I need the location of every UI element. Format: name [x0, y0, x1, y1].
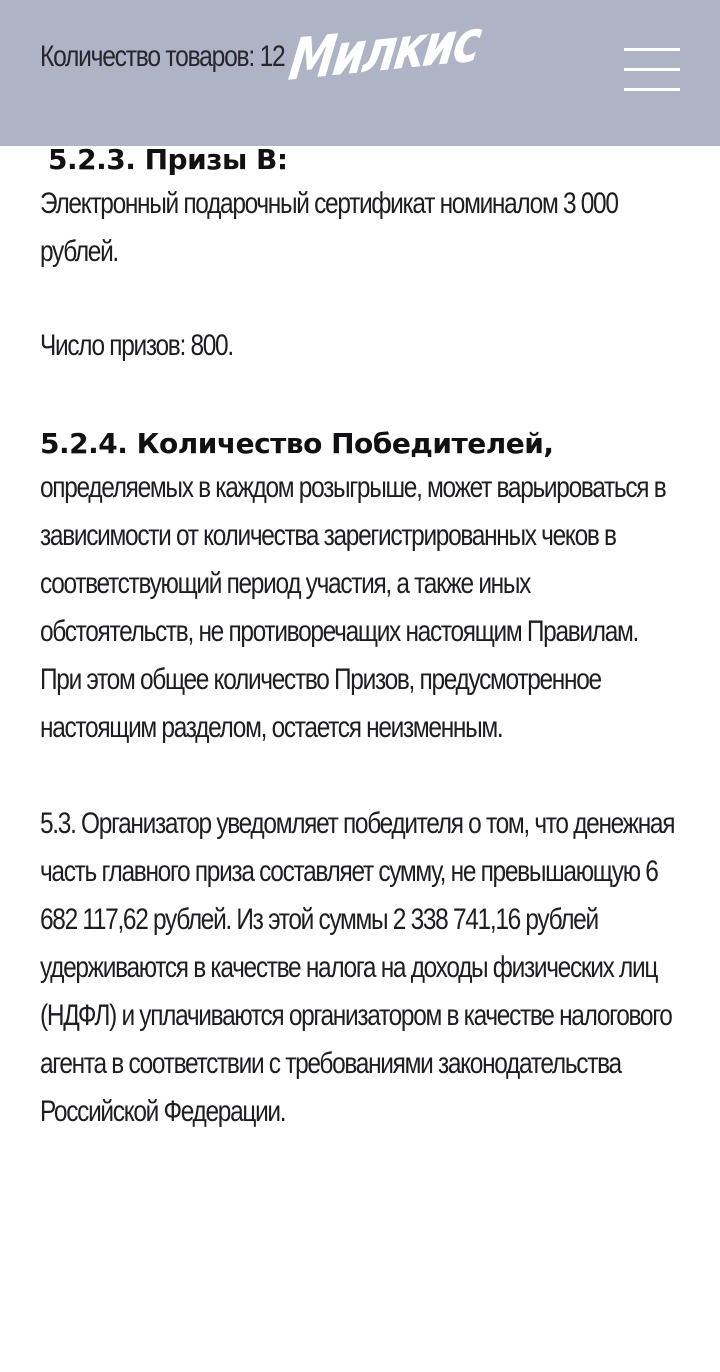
hamburger-menu-icon[interactable]	[624, 48, 682, 94]
spacer	[40, 370, 686, 420]
site-header	[0, 0, 720, 146]
brand-logo[interactable]: Милкис	[285, 6, 484, 94]
spacer	[40, 276, 686, 322]
prize-count-text: Число призов: 800.	[40, 329, 233, 362]
cart-count-label[interactable]: Количество товаров: 12	[40, 40, 285, 73]
spacer	[40, 752, 686, 800]
menu-bar-bottom	[624, 88, 680, 91]
menu-bar-middle	[624, 68, 680, 71]
section-524-heading: 5.2.4. Количество Победителей,	[40, 427, 554, 460]
section-524-text: определяемых в каждом розыгрыше, может варьироваться в зависимости от количества зарегистрированных чеков в соответствующий период участия, а также иных обстоятельств, не противоречащих настоящим Правилам. При этом общее количество Призов, предусмотренное настоящим разделом, остается неизменным.	[40, 471, 666, 744]
rules-content	[40, 140, 686, 1136]
section-53-text: 5.3. Организатор уведомляет победителя о том, что денежная часть главного приза составляет сумму, не превышающую 6 682 117,62 рублей. Из этой суммы 2 338 741,16 рублей удерживаются в качестве налога на доходы физических лиц (НДФЛ) и уплачиваются организатором в качестве налогового агента в соответствии с требованиями законодательства Российской Федерации.	[40, 807, 675, 1128]
section-523-text: Электронный подарочный сертификат номиналом 3 000 рублей.	[40, 187, 618, 268]
menu-bar-top	[624, 48, 680, 51]
section-523-heading: 5.2.3. Призы B:	[48, 143, 288, 176]
